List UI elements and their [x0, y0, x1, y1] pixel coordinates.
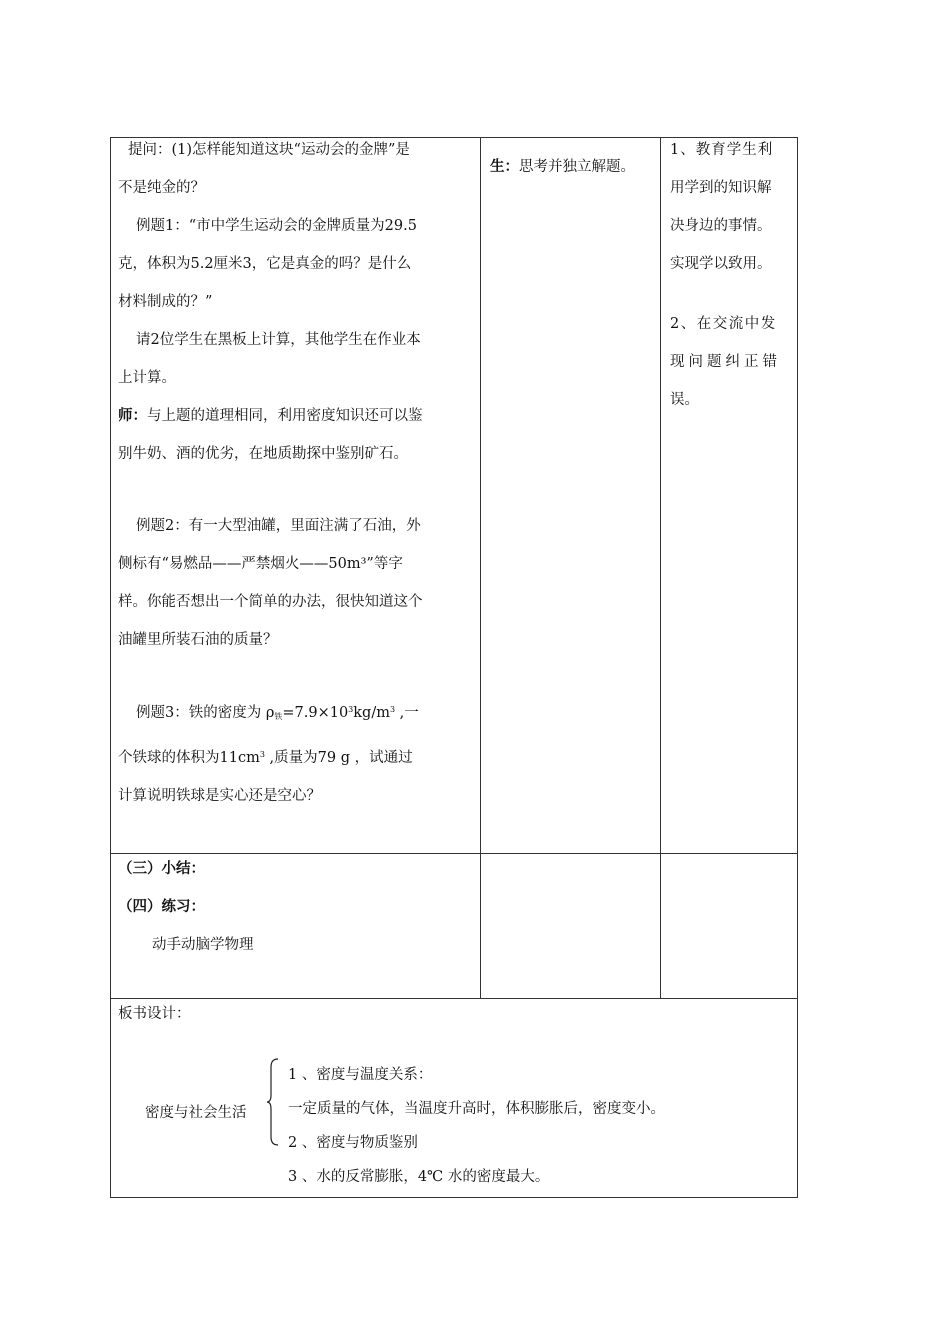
student-text: 思考并独立解题。	[519, 159, 635, 175]
student-label: 生：	[490, 158, 519, 175]
iron-subscript: 铁	[274, 712, 283, 721]
practice-item: 动手动脑学物理	[152, 937, 254, 953]
volume-exponent: 3	[259, 750, 265, 759]
column-divider-2	[660, 137, 661, 999]
board-design-cell	[118, 1000, 788, 1028]
intent2-line-1: 2、在交流中发	[670, 316, 777, 332]
intent1-line-1: 1、教育学生利	[670, 142, 774, 158]
exponent: 3	[348, 705, 354, 714]
question-line-2: 不是纯金的？	[118, 180, 205, 196]
example1-line-2: 克，体积为5.2厘米3，它是真金的吗？是什么	[118, 256, 412, 272]
example3-text-c: ,一	[395, 705, 419, 721]
intent2-line-2: 现问题纠正错	[670, 354, 781, 370]
example3-volume: 个铁球的体积为11cm	[118, 750, 260, 766]
board-topic: 密度与社会生活	[145, 1105, 247, 1121]
example3-text-b: =7.9×10	[282, 705, 349, 721]
task-line-1: 请2位学生在黑板上计算，其他学生在作业本	[136, 332, 421, 348]
student-line	[490, 149, 656, 185]
task-line-2: 上计算。	[118, 370, 176, 386]
question-line-1: 提问：(1)怎样能知道这块“运动会的金牌”是	[128, 142, 410, 158]
practice-heading: （四）练习：	[118, 898, 205, 915]
example3-line-2	[118, 736, 474, 777]
example2-line-3: 样。你能否想出一个简单的办法，很快知道这个	[118, 594, 423, 610]
board-item-4: 3 、水的反常膨胀，4℃ 水的密度最大。	[288, 1169, 550, 1185]
intent1-line-3: 决身边的事情。	[670, 218, 772, 234]
example3-text-a: 例题3：铁的密度为 ρ	[136, 705, 275, 721]
example2-line-1: 例题2：有一大型油罐，里面注满了石油，外	[136, 518, 421, 534]
summary-heading: （三）小结：	[118, 860, 205, 877]
example1-line-1: 例题1：“市中学生运动会的金牌质量为29.5	[136, 218, 417, 234]
teacher-line-2: 别牛奶、酒的优劣，在地质勘探中鉴别矿石。	[118, 446, 408, 462]
unit-exponent: 3	[389, 705, 396, 714]
example2-block	[118, 507, 474, 659]
example1-line-3: 材料制成的？”	[118, 294, 213, 310]
board-label: 板书设计：	[118, 1006, 191, 1022]
intent2-line-3: 误。	[670, 392, 699, 408]
teacher-text-1: 与上题的道理相同，利用密度知识还可以鉴	[147, 408, 423, 424]
example3-line-3: 计算说明铁球是实心还是空心？	[118, 788, 321, 804]
board-items	[288, 1058, 788, 1194]
intent1-line-2: 用学到的知识解	[670, 180, 772, 196]
example3-mass: ,质量为79 g ，试通过	[264, 750, 413, 766]
teaching-content-cell	[118, 131, 474, 473]
teacher-label: 师：	[118, 407, 147, 424]
board-item-1: 1 、密度与温度关系：	[288, 1067, 433, 1083]
example3-block	[118, 691, 474, 815]
summary-cell	[118, 850, 474, 964]
example3-line-1	[118, 691, 474, 736]
teacher-line-1	[118, 397, 474, 435]
brace-icon	[266, 1057, 280, 1147]
example2-line-2: 侧标有“易燃品——严禁烟火——50m³”等字	[118, 556, 403, 572]
board-item-2: 一定质量的气体，当温度升高时，体积膨胀后，密度变小。	[288, 1101, 665, 1117]
design-intent-cell	[670, 131, 794, 419]
column-divider-1	[480, 137, 481, 999]
student-activity-cell	[490, 149, 656, 185]
example3-unit: kg/m	[353, 705, 390, 721]
example2-line-4: 油罐里所装石油的质量？	[118, 632, 278, 648]
board-item-3: 2 、密度与物质鉴别	[288, 1135, 418, 1151]
row-divider-2	[110, 998, 798, 999]
intent1-line-4: 实现学以致用。	[670, 256, 772, 272]
